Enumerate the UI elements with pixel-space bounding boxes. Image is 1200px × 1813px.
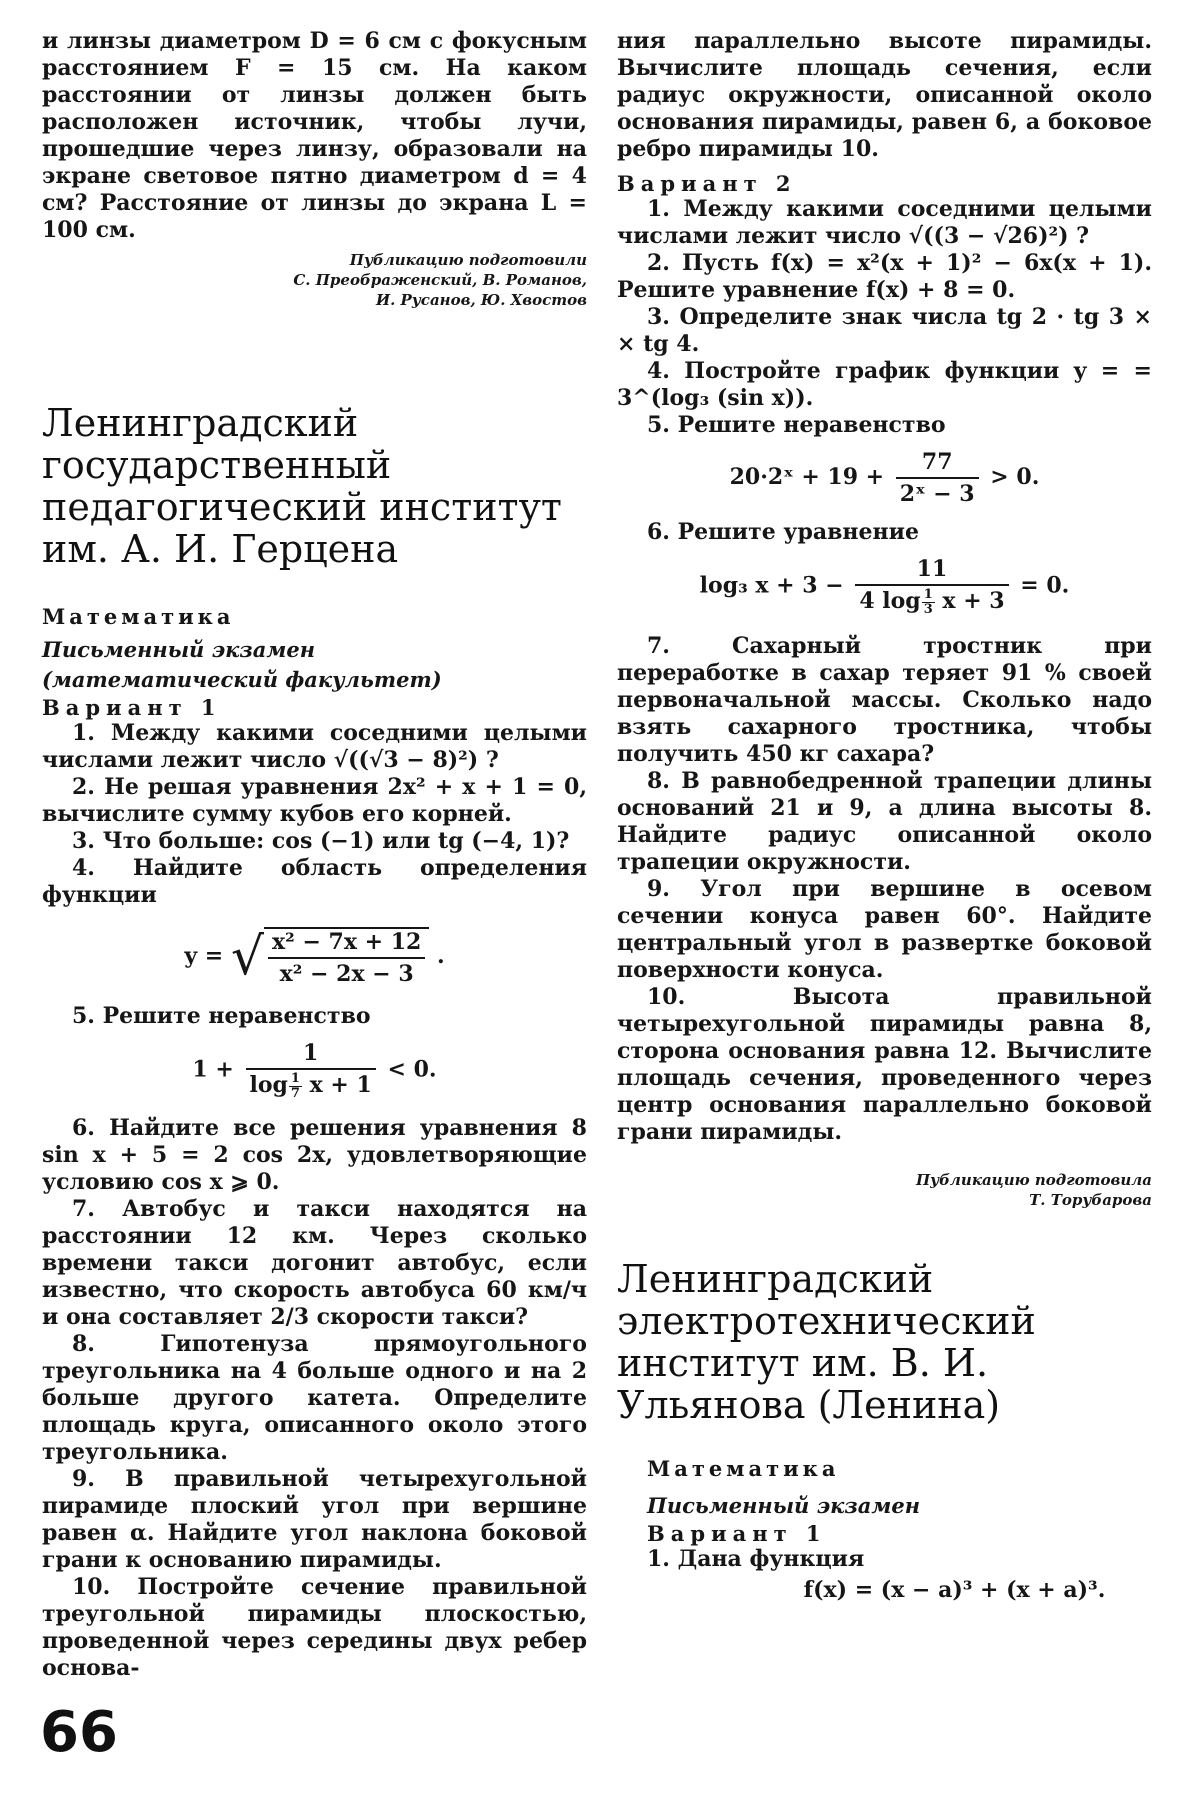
variant-heading: Вариант 2 [617,171,797,196]
problem-item: 8. В равнобедренной трапеции длины оснований 21 и 9, а длина высоты 8. Найдите радиус описанной около трапеции окружности. [617,768,1152,875]
log-base [922,588,935,617]
log-argument: x + 1 [309,1072,372,1098]
problem-item: 6. Найдите все решения уравнения 8 sin x + 5 = 2 cos 2x, удовлетворяющие условию cos x ⩾ 0. [42,1115,587,1195]
variant-heading: Вариант 1 [42,695,222,720]
problem-item: 10. Высота правильной четырехугольной пирамиды равна 8, сторона основания равна 12. Вычислите площадь сечения, проведенного через центр основания параллельно боковой грани пирамиды. [617,984,1152,1145]
problem-item: 5. Решите неравенство [72,1003,371,1029]
credits-line: Т. Торубарова [1029,1191,1152,1209]
formula-inequality [42,1040,587,1101]
log-base-num: 1 [290,1071,300,1086]
formula-function: f(x) = (x − a)³ + (x + a)³. [803,1577,1106,1603]
problem-item: 8. Гипотенуза прямоугольного треугольника на 4 больше одного и на 2 больше другого катета. Определите площадь круга, описанного около этого треугольника. [42,1331,587,1465]
fraction-numerator: x² − 7x + 12 [268,929,425,959]
problem-item: 7. Сахарный тростник при переработке в сахар теряет 91 % своей первоначальной массы. Сколько надо взять сахарного тростника, чтобы получить 450 кг сахара? [617,633,1152,767]
fraction [246,1040,376,1101]
formula-lhs: 1 + [192,1056,234,1083]
problem-item: 3. Определите знак числа tg 2 · tg 3 × × tg 4. [617,304,1152,357]
problem-item: 1. Дана функция [647,1546,865,1572]
formula-rhs: = 0. [1020,572,1070,599]
formula-rhs: > 0. [990,464,1040,490]
credits-line: Публикацию подготовили [349,251,587,269]
radical-sign-icon: √ [230,927,265,987]
formula-equation [617,556,1152,617]
credits-block [617,1170,1152,1210]
fraction [268,929,425,987]
problem-item: 2. Не решая уравнения 2x² + x + 1 = 0, вычислите сумму кубов его корней. [42,774,587,827]
intro-paragraph: и линзы диаметром D = 6 см с фокусным расстоянием F = 15 см. На каком расстоянии от линзы должен быть расположен источник, чтобы лучи, прошедшие через линзу, образовали на экране световое пятно диаметром d = 4 см? Расстояние от линзы до экрана L = 100 см. [42,28,587,243]
problem-item: 3. Что больше: cos (−1) или tg (−4, 1)? [72,828,570,854]
formula-lhs: y = [184,943,224,969]
log-base [289,1072,302,1101]
log-base-den: 3 [923,602,933,617]
formula-inequality [617,449,1152,507]
page-number: 66 [40,1700,118,1765]
right-column [617,28,1152,1603]
formula-end: . [437,943,445,969]
log-argument: x + 3 [942,588,1005,614]
log-label: log [249,1072,288,1098]
fraction-numerator: 77 [896,449,979,479]
problem-item: 9. Угол при вершине в осевом сечении конуса равен 60°. Найдите центральный угол в развертке боковой поверхности конуса. [617,876,1152,983]
problem-item: 1. Между какими соседними целыми числами лежит число √((3 − √26)²) ? [617,196,1152,249]
formula-domain [42,927,587,987]
log-base-num: 1 [923,587,933,602]
left-column [42,28,587,1682]
problem-item: 2. Пусть f(x) = x²(x + 1)² − 6x(x + 1). Решите уравнение f(x) + 8 = 0. [617,250,1152,303]
fraction-numerator: 11 [855,556,1008,586]
exam-heading: Письменный экзамен [647,1493,921,1518]
continuation-paragraph: ния параллельно высоте пирамиды. Вычислите площадь сечения, если радиус окружности, описанной около основания пирамиды, равен 6, а боковое ребро пирамиды 10. [617,28,1152,162]
faculty-heading: (математический факультет) [42,667,442,692]
formula-lhs: log₃ x + 3 − [699,572,844,599]
exam-heading: Письменный экзамен [42,637,316,662]
problem-item: 5. Решите неравенство [647,412,946,438]
fraction-denominator: x² − 2x − 3 [279,961,414,987]
log-label: 4 log [859,588,921,614]
fraction-numerator: 1 [246,1040,376,1070]
subject-heading: Математика [42,604,235,629]
institute-title: Ленинградский государственный педагогический институт им. А. И. Герцена [42,401,562,571]
problem-item: 6. Решите уравнение [647,519,919,545]
radical [231,927,429,987]
subject-heading: Математика [647,1456,840,1481]
credits-line: Публикацию подготовила [915,1171,1152,1189]
credits-line: С. Преображенский, В. Романов, [293,271,587,289]
formula-rhs: < 0. [387,1056,437,1083]
log-base-den: 7 [290,1086,300,1101]
credits-line: И. Русанов, Ю. Хвостов [375,291,587,309]
fraction [896,449,979,507]
problem-item: 4. Найдите область определения функции [42,855,587,908]
problem-item: 9. В правильной четырехугольной пирамиде плоский угол при вершине равен α. Найдите угол наклона боковой грани к основанию пирамиды. [42,1466,587,1573]
fraction-denominator: 2ˣ − 3 [899,481,975,507]
formula-lhs: 20·2ˣ + 19 + [729,464,885,490]
credits-block [42,250,587,310]
fraction [855,556,1008,617]
problem-item: 7. Автобус и такси находятся на расстоянии 12 км. Через сколько времени такси догонит автобус, если известно, что скорость автобуса 60 км/ч и она составляет 2/3 скорости такси? [42,1196,587,1330]
problem-item: 10. Постройте сечение правильной треугольной пирамиды плоскостью, проведенной через середины двух ребер основа- [42,1574,587,1681]
institute-title: Ленинградский электротехнический институт им. В. И. Ульянова (Ленина) [617,1257,1036,1427]
fraction-denominator [246,1070,376,1101]
problem-item: 4. Постройте график функции y = = 3^(log₃ (sin x)). [617,358,1152,411]
variant-heading: Вариант 1 [647,1521,827,1546]
fraction-denominator [855,586,1008,617]
problem-item: 1. Между какими соседними целыми числами лежит число √((√3 − 8)²) ? [42,720,587,773]
